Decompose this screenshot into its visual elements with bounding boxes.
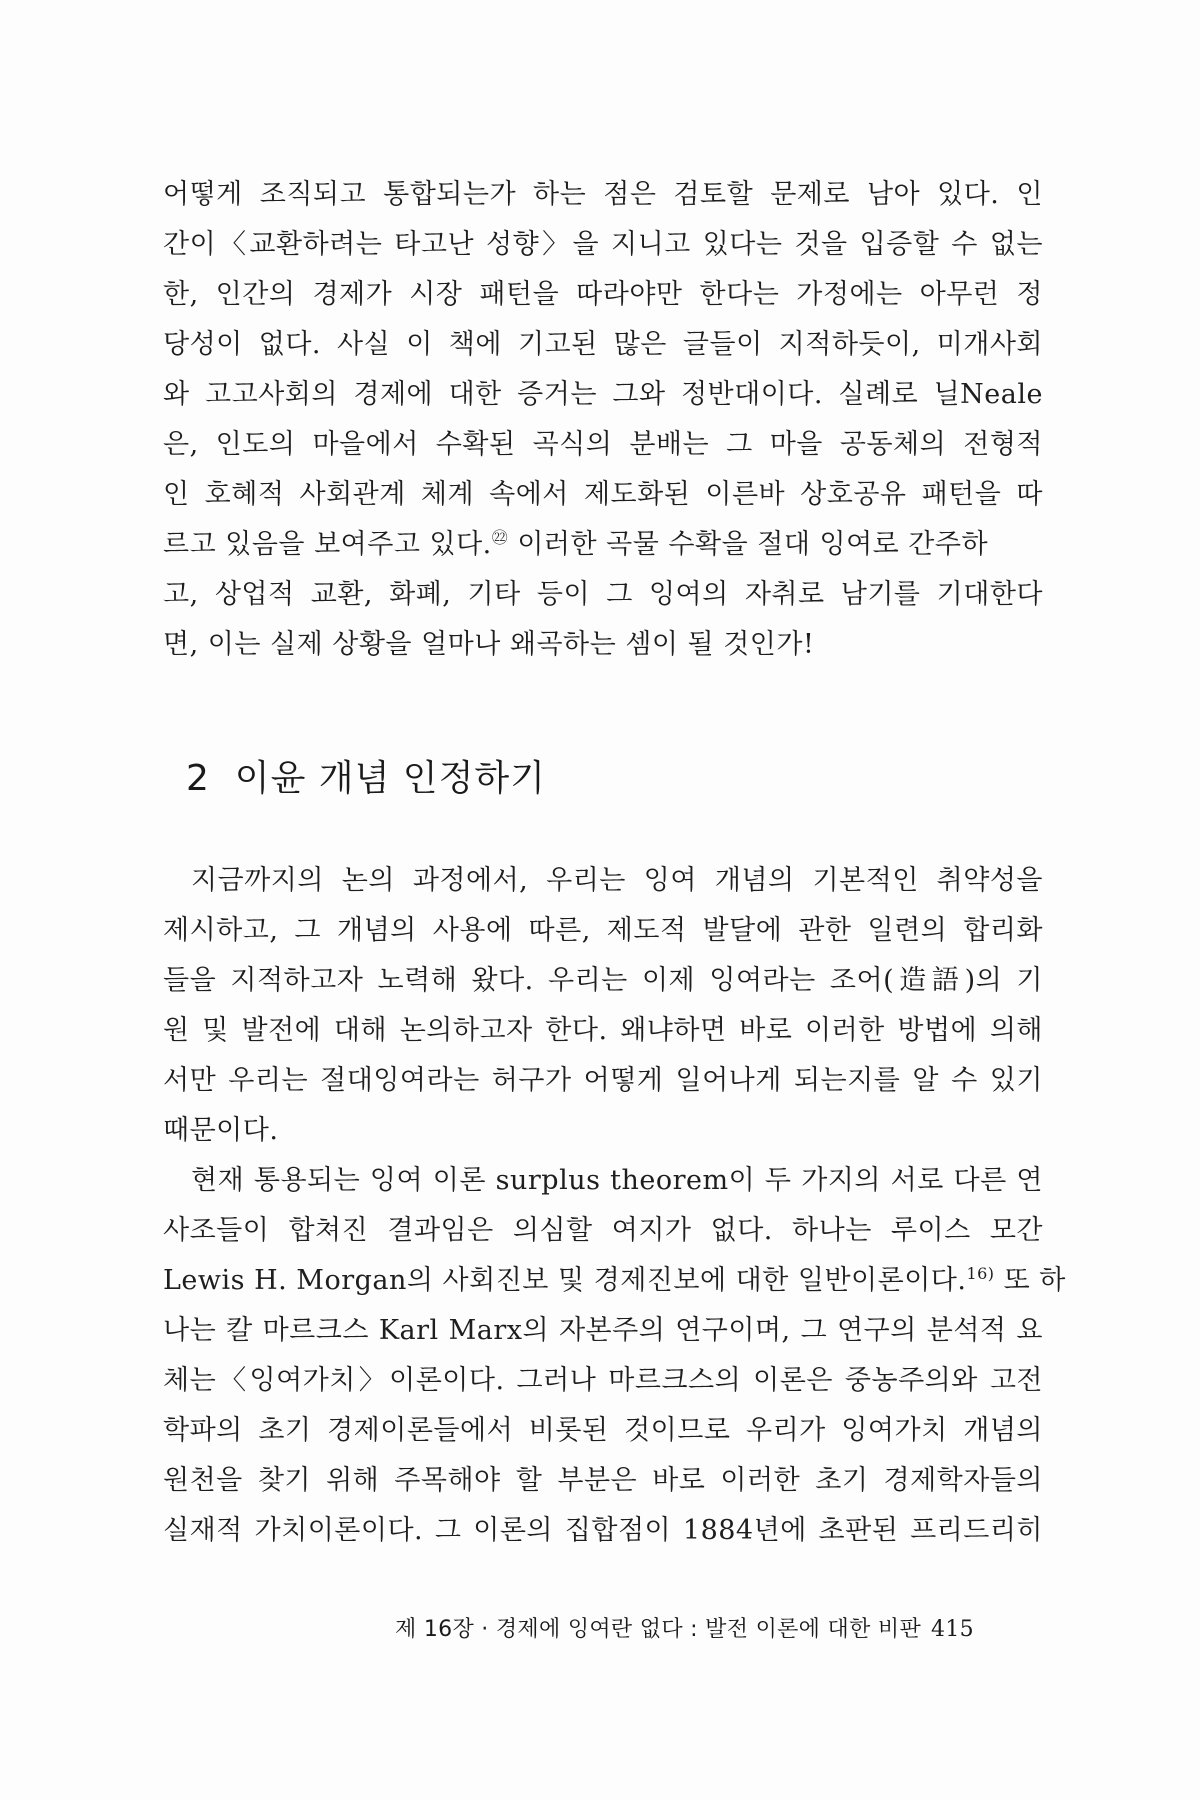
paragraph-1 <box>163 170 1043 670</box>
text-line: 원천을 찾기 위해 주목해야 할 부분은 바로 이러한 초기 경제학자들의 <box>163 1465 1043 1496</box>
footnote-marker: ㉒ <box>491 528 509 547</box>
text-line: 제시하고, 그 개념의 사용에 따른, 제도적 발달에 관한 일련의 합리화 <box>163 915 1043 946</box>
text-line: 실재적 가치이론이다. 그 이론의 집합점이 1884년에 초판된 프리드리히 <box>163 1515 1043 1546</box>
text-line: 한, 인간의 경제가 시장 패턴을 따라야만 한다는 가정에는 아무런 정 <box>163 279 1043 310</box>
text-line: 고, 상업적 교환, 화폐, 기타 등이 그 잉여의 자취로 남기를 기대한다 <box>163 579 1043 610</box>
footnote-marker: 16) <box>966 1264 995 1283</box>
text-line: 면, 이는 실제 상황을 얼마나 왜곡하는 셈이 될 것인가! <box>163 629 815 660</box>
text-line: 은, 인도의 마을에서 수확된 곡식의 분배는 그 마을 공동체의 전형적 <box>163 429 1043 460</box>
text-line <box>163 520 1043 570</box>
text-line: 인 호혜적 사회관계 체계 속에서 제도화된 이른바 상호공유 패턴을 따 <box>163 479 1043 510</box>
text-line: 간이〈교환하려는 타고난 성향〉을 지니고 있다는 것을 입증할 수 없는 <box>163 229 1043 260</box>
running-title: 제 16장 · 경제에 잉여란 없다 : 발전 이론에 대한 비판 <box>395 1617 922 1642</box>
text-segment: 르고 있음을 보여주고 있다. <box>163 529 492 560</box>
text-line: 때문이다. <box>163 1115 279 1146</box>
text-line: 체는〈잉여가치〉이론이다. 그러나 마르크스의 이론은 중농주의와 고전 <box>163 1365 1043 1396</box>
section-title: 이윤 개념 인정하기 <box>234 758 546 799</box>
text-line: 서만 우리는 절대잉여라는 허구가 어떻게 일어나게 되는지를 알 수 있기 <box>163 1065 1043 1096</box>
text-line <box>163 1256 1066 1306</box>
text-line: 어떻게 조직되고 통합되는가 하는 점은 검토할 문제로 남아 있다. 인 <box>163 179 1043 210</box>
text-line: 나는 칼 마르크스 Karl Marx의 자본주의 연구이며, 그 연구의 분석적 요 <box>163 1315 1043 1346</box>
page-number: 415 <box>931 1617 974 1642</box>
text-line: 당성이 없다. 사실 이 책에 기고된 많은 글들이 지적하듯이, 미개사회 <box>163 329 1043 360</box>
text-segment: 또 하 <box>994 1265 1066 1296</box>
text-line: 들을 지적하고자 노력해 왔다. 우리는 이제 잉여라는 조어(造語)의 기 <box>163 965 1043 996</box>
section-number: 2 <box>186 758 210 799</box>
text-line: 와 고고사회의 경제에 대한 증거는 그와 정반대이다. 실례로 닐Neale <box>163 379 1043 410</box>
section-heading <box>186 750 546 801</box>
text-segment: Lewis H. Morgan의 사회진보 및 경제진보에 대한 일반이론이다. <box>163 1265 967 1296</box>
text-line: 현재 통용되는 잉여 이론 surplus theorem이 두 가지의 서로 다른 연 <box>191 1165 1043 1196</box>
paragraph-3 <box>163 1156 1066 1556</box>
text-line: 사조들이 합쳐진 결과임은 의심할 여지가 없다. 하나는 루이스 모간 <box>163 1215 1043 1246</box>
page-footer <box>395 1612 974 1643</box>
text-segment: 이러한 곡물 수확을 절대 잉여로 간주하 <box>508 529 989 560</box>
text-line: 학파의 초기 경제이론들에서 비롯된 것이므로 우리가 잉여가치 개념의 <box>163 1415 1043 1446</box>
paragraph-2 <box>163 856 1043 1156</box>
text-line: 원 및 발전에 대해 논의하고자 한다. 왜냐하면 바로 이러한 방법에 의해 <box>163 1015 1043 1046</box>
text-line: 지금까지의 논의 과정에서, 우리는 잉여 개념의 기본적인 취약성을 <box>191 865 1043 896</box>
